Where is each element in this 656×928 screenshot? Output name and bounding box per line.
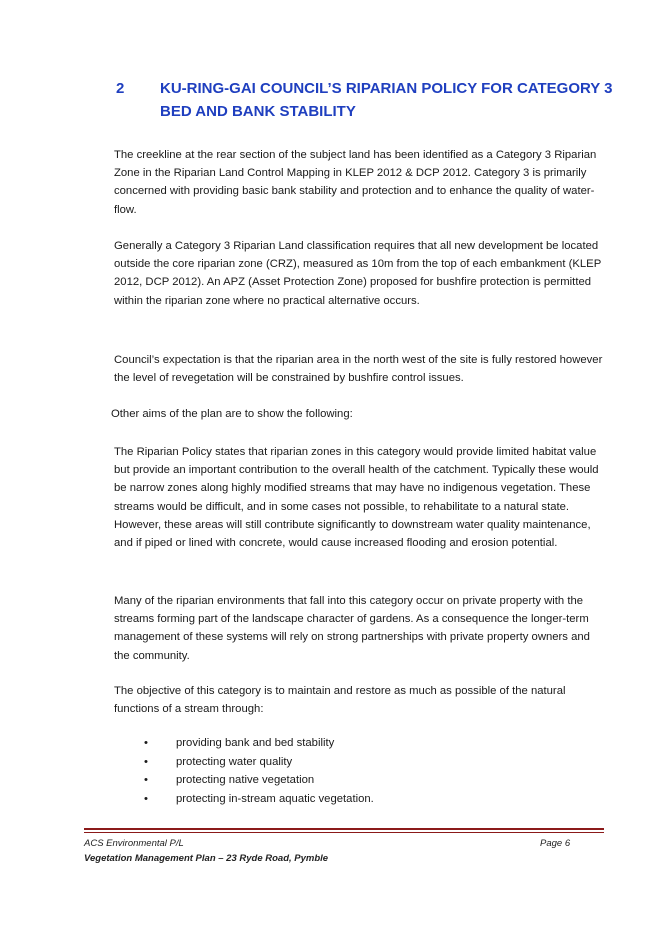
list-item-text: protecting in-stream aquatic vegetation.	[176, 792, 374, 805]
section-number: 2	[116, 80, 125, 97]
footer-rule-thin	[84, 832, 604, 833]
bullet-icon: •	[144, 737, 148, 749]
list-item	[114, 771, 608, 790]
bullet-icon: •	[144, 755, 148, 768]
paragraph-1: The creekline at the rear section of the subject land has been identified as a Category 3 Riparian Zone in the Riparian Land Control Mapping in KLEP 2012 & DCP 2012. Category 3 is primarily concerned with providing basic bank stability and protection and to enhance the quality of water-flow.	[114, 149, 597, 216]
paragraph-6: Many of the riparian environments that fall into this category occur on private property with the streams forming part of the landscape character of gardens. As a consequence the longer-term management of these systems will rely on strong partnerships with private property owners and the community.	[114, 595, 590, 662]
list-item-text: protecting native vegetation	[176, 774, 315, 786]
bullet-icon: •	[144, 792, 148, 805]
footer-rule	[84, 828, 604, 830]
list-item	[114, 753, 608, 772]
section-title: KU-RING-GAI COUNCIL’S RIPARIAN POLICY FOR CATEGORY 3 BED AND BANK STABILITY	[160, 80, 613, 120]
footer-page-number: Page 6	[540, 838, 571, 849]
footer-company: ACS Environmental P/L	[84, 838, 184, 849]
paragraph-7: The objective of this category is to maintain and restore as much as possible of the natural functions of a stream through:	[114, 685, 566, 716]
paragraph-2: Generally a Category 3 Riparian Land classification requires that all new development be located outside the core riparian zone (CRZ), measured as 10m from the top of each embankment (KLEP 2012, DCP 2012). An APZ (Asset Protection Zone) proposed for bushfire protection is permitted within the riparian zone where no practical alternative occurs.	[114, 240, 602, 307]
list-item-text: protecting water quality	[176, 755, 293, 768]
list-item	[114, 734, 608, 753]
bullet-list	[114, 734, 608, 808]
paragraph-5: The Riparian Policy states that riparian zones in this category would provide limited habitat value but provide an important contribution to the overall health of the catchment. Typically these would be narrow zones along highly modified streams that may have no indigenous vegetation. These streams would be difficult, and in some cases not possible, to rehabilitate to a natural state. However, these areas will still contribute significantly to downstream water quality maintenance, and if piped or lined with concrete, would cause increased flooding and erosion potential.	[114, 446, 599, 550]
bullet-icon: •	[144, 774, 148, 786]
paragraph-3: Council’s expectation is that the riparian area in the north west of the site is fully restored however the level of revegetation will be constrained by bushfire control issues.	[114, 354, 603, 385]
footer-document-title: Vegetation Management Plan – 23 Ryde Road, Pymble	[84, 853, 329, 864]
list-item-text: providing bank and bed stability	[176, 737, 335, 749]
list-item	[114, 790, 608, 809]
paragraph-4: Other aims of the plan are to show the following:	[111, 408, 353, 420]
